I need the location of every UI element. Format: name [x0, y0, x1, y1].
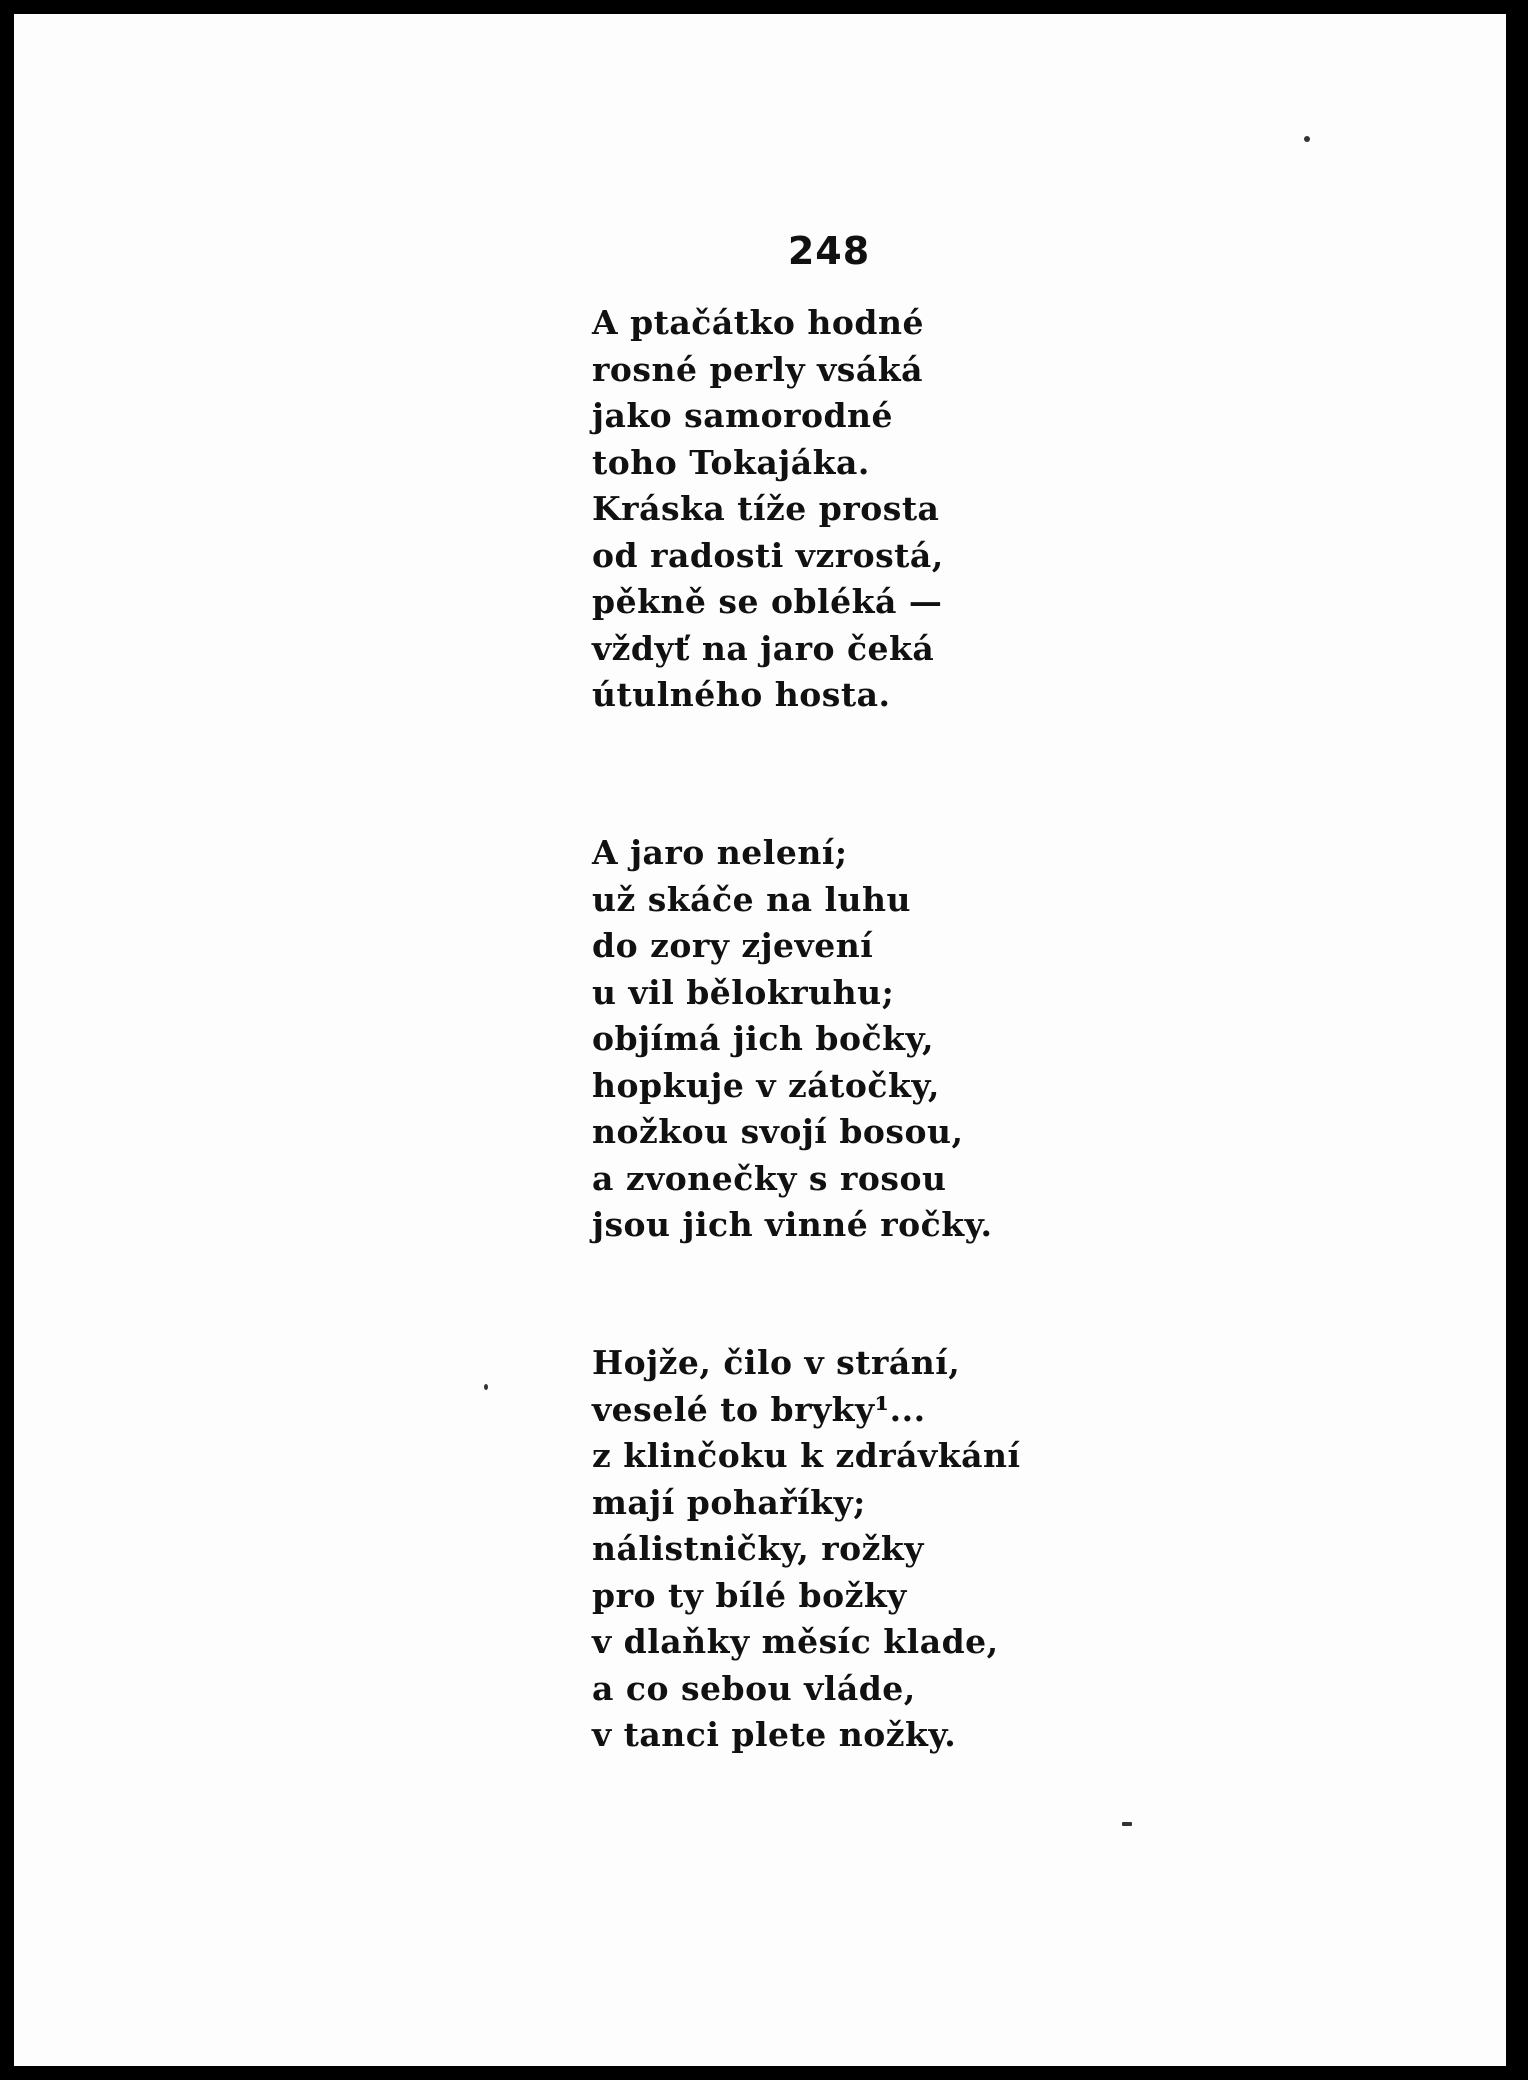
verse-line: a co sebou vláde, [592, 1668, 916, 1708]
stanza-3 [592, 1340, 1021, 1759]
stanza-2 [592, 830, 992, 1249]
scan-speck [484, 1384, 488, 1390]
verse-line: hopkuje v zátočky, [592, 1065, 940, 1105]
verse-line: útulného hosta. [592, 675, 891, 714]
scan-speck [1122, 1822, 1132, 1826]
verse-line: u vil bělokruhu; [592, 972, 895, 1012]
verse-line: jako samorodné [592, 396, 894, 435]
verse-line: A ptačátko hodné [592, 303, 924, 342]
verse-line: Hojže, čilo v strání, [592, 1343, 961, 1382]
book-page [14, 14, 1506, 2066]
verse-line: nožkou svojí bosou, [592, 1112, 964, 1151]
verse-line: v tanci plete nožky. [592, 1715, 957, 1754]
verse-line: jsou jich vinné ročky. [592, 1205, 993, 1244]
verse-line: už skáče na luhu [592, 879, 912, 919]
verse-line: nálistničky, rožky [592, 1529, 924, 1568]
verse-line: od radosti vzrostá, [592, 535, 944, 575]
verse-line: rosné perly vsáká [592, 349, 923, 389]
verse-line: pěkně se obléká — [592, 582, 943, 621]
verse-line: Kráska tíže prosta [592, 489, 940, 528]
verse-line: A jaro nelení; [592, 833, 848, 872]
verse-line: do zory zjevení [592, 926, 874, 965]
verse-line: a zvonečky s rosou [592, 1158, 947, 1198]
verse-line: pro ty bílé božky [592, 1575, 907, 1615]
verse-line: objímá jich bočky, [592, 1019, 934, 1058]
stanza-1 [592, 300, 944, 719]
verse-line: z klinčoku k zdrávkání [592, 1436, 1021, 1475]
verse-line: toho Tokajáka. [592, 442, 870, 482]
verse-line: vždyť na jaro čeká [592, 628, 935, 668]
verse-line: mají pohaříky; [592, 1482, 866, 1522]
scan-speck [1304, 136, 1310, 142]
page-number: 248 [787, 229, 871, 273]
verse-line: v dlaňky měsíc klade, [592, 1622, 999, 1661]
verse-line: veselé to bryky¹... [592, 1389, 926, 1429]
